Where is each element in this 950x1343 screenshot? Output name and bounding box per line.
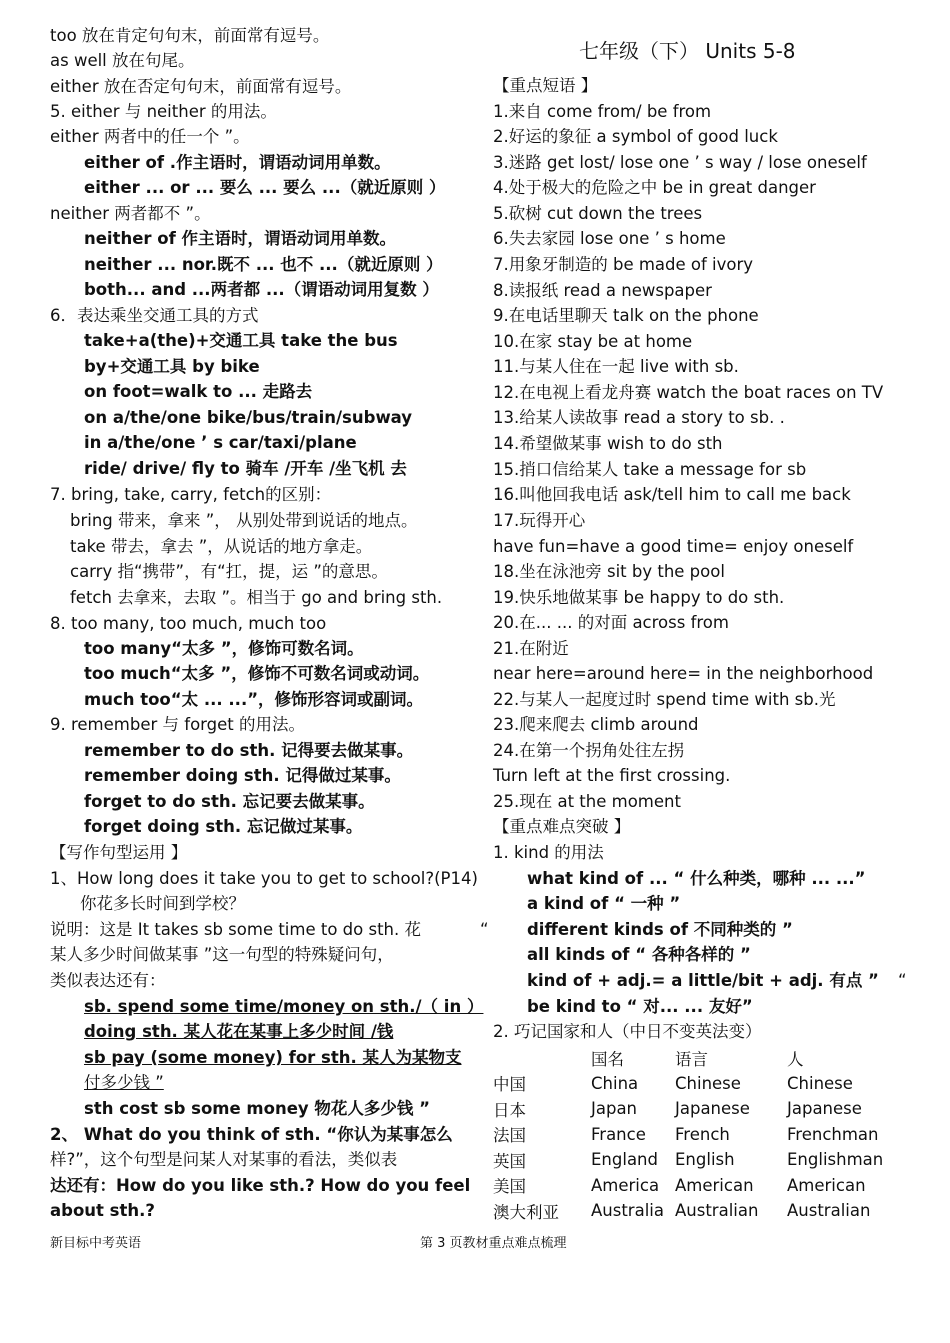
table-cell: 澳大利亚 — [493, 1202, 559, 1222]
text-line: 8. too many, too much, much too — [50, 614, 327, 633]
text-line: have fun=have a good time= enjoy oneself — [493, 537, 854, 556]
table-row — [493, 1147, 897, 1173]
text-line: what kind of ... “ 什么种类，哪种 ... ...” — [527, 869, 866, 888]
text-line: 类似表达还有： — [50, 971, 166, 990]
text-line: all kinds of “ 各种各样的 ” — [527, 945, 751, 964]
text-line: on foot=walk to ... 走路去 — [84, 382, 313, 401]
table-row — [493, 1173, 897, 1199]
text-line: in a/the/one ’ s car/taxi/plane — [84, 433, 357, 452]
table-cell: 英国 — [493, 1151, 526, 1171]
table-cell: Chinese — [675, 1073, 741, 1093]
text-line: neither of 作主语时，谓语动词用单数。 — [84, 229, 397, 248]
text-line: on a/the/one bike/bus/train/subway — [84, 408, 413, 427]
text-line: different kinds of 不同种类的 ” — [527, 920, 793, 939]
table-cell: Australia — [591, 1201, 664, 1221]
table-row — [493, 1198, 897, 1224]
text-line: 样?”，这个句型是问某人对某事的看法，类似表 — [50, 1150, 398, 1169]
text-line: take 带去，拿去 ”，从说话的地方拿走。 — [70, 537, 373, 556]
text-line: too many“太多 ”，修饰可数名词。 — [84, 639, 364, 658]
section-heading: 【重点难点突破 】 — [493, 817, 631, 836]
text-line: 7.用象牙制造的 be made of ivory — [493, 255, 754, 274]
table-cell: Australian — [787, 1201, 871, 1221]
table-row — [493, 1122, 897, 1148]
footer-left: 新目标中考英语 — [50, 1236, 142, 1251]
table-cell: Japanese — [675, 1099, 750, 1119]
text-line: sb. spend some time/money on sth./（ in ） — [84, 997, 484, 1016]
text-line: 6．表达乘坐交通工具的方式 — [50, 306, 259, 325]
table-cell: Japanese — [787, 1099, 862, 1119]
text-line: 14.希望做某事 wish to do sth — [493, 434, 723, 453]
text-line: 5.砍树 cut down the trees — [493, 204, 703, 223]
text-line: remember to do sth. 记得要去做某事。 — [84, 741, 414, 760]
table-header — [493, 1045, 591, 1071]
text-line: 4.处于极大的危险之中 be in great danger — [493, 178, 816, 197]
table-cell: England — [591, 1150, 658, 1170]
country-language-table — [493, 1045, 897, 1224]
table-cell: American — [675, 1175, 754, 1195]
table-cell: American — [787, 1175, 866, 1195]
text-line: 1. kind 的用法 — [493, 843, 604, 862]
table-cell: Englishman — [787, 1150, 884, 1170]
text-line: 17.玩得开心 — [493, 511, 586, 530]
text-line: 达还有：How do you like sth.? How do you feel — [50, 1176, 471, 1195]
text-line: 你花多长时间到学校？ — [80, 894, 245, 913]
text-line: sb pay (some money) for sth. 某人为某物支 — [84, 1048, 462, 1067]
table-row — [493, 1071, 897, 1097]
text-line: remember doing sth. 记得做过某事。 — [84, 766, 401, 785]
text-line: either ... or ... 要么 ... 要么 ...（就近原则 ） — [84, 178, 446, 197]
text-line: both... and ...两者都 ...（谓语动词用复数 ） — [84, 280, 439, 299]
table-header-row — [493, 1045, 897, 1071]
table-row — [493, 1096, 897, 1122]
text-line: too much“太多 ”，修饰不可数名词或动词。 — [84, 664, 430, 683]
table-header: 语言 — [675, 1049, 708, 1069]
text-line: 25.现在 at the moment — [493, 792, 681, 811]
text-line: 说明：这是 It takes sb some time to do sth. 花 — [50, 920, 422, 939]
text-line: kind of + adj.= a little/bit + adj. 有点 ” — [527, 971, 879, 990]
text-line: either of .作主语时，谓语动词用单数。 — [84, 153, 391, 172]
text-line: too 放在肯定句句末，前面常有逗号。 — [50, 26, 330, 45]
text-line: 1、How long does it take you to get to school?(P14) — [50, 869, 478, 888]
text-line: ride/ drive/ fly to 骑车 /开车 /坐飞机 去 — [84, 459, 407, 478]
table-cell: China — [591, 1073, 639, 1093]
text-line: 12.在电视上看龙舟赛 watch the boat races on TV — [493, 383, 884, 402]
text-line: either 两者中的任一个 ”。 — [50, 127, 250, 146]
text-line: 23.爬来爬去 climb around — [493, 715, 699, 734]
table-cell: Chinese — [787, 1073, 853, 1093]
table-cell: America — [591, 1175, 660, 1195]
text-line: neither ... nor.既不 ... 也不 ...（就近原则 ） — [84, 255, 443, 274]
text-line: forget doing sth. 忘记做过某事。 — [84, 817, 363, 836]
footer-center: 第 3 页教材重点难点梳理 — [420, 1236, 567, 1251]
text-line: fetch 去拿来，去取 ”。相当于 go and bring sth. — [70, 588, 443, 607]
text-line: 15.捎口信给某人 take a message for sb — [493, 460, 807, 479]
text-line: 2、 What do you think of sth. “你认为某事怎么 — [50, 1125, 453, 1144]
text-line: 7. bring, take, carry, fetch的区别： — [50, 485, 332, 504]
table-header: 人 — [787, 1049, 804, 1069]
quote-mark: “ — [480, 920, 489, 939]
text-line: 2.好运的象征 a symbol of good luck — [493, 127, 778, 146]
text-line: near here=around here= in the neighborhood — [493, 664, 874, 683]
text-line: 19.快乐地做某事 be happy to do sth. — [493, 588, 785, 607]
table-header: 国名 — [591, 1049, 624, 1069]
table-cell: 法国 — [493, 1126, 526, 1146]
text-line: 9.在电话里聊天 talk on the phone — [493, 306, 759, 325]
text-line: by+交通工具 by bike — [84, 357, 260, 376]
section-heading: 【写作句型运用 】 — [50, 843, 188, 862]
text-line: either 放在否定句句末，前面常有逗号。 — [50, 77, 352, 96]
table-cell: French — [675, 1124, 730, 1144]
text-line: carry 指“携带”，有“扛，提，运 ”的意思。 — [70, 562, 388, 581]
text-line: doing sth. 某人花在某事上多少时间 /钱 — [84, 1022, 394, 1041]
text-line: 20.在... ... 的对面 across from — [493, 613, 729, 632]
table-cell: Frenchman — [787, 1124, 879, 1144]
text-line: 5. either 与 neither 的用法。 — [50, 102, 277, 121]
table-cell: Japan — [591, 1099, 638, 1119]
text-line: 付多少钱 ” — [84, 1073, 164, 1092]
table-cell: 日本 — [493, 1100, 526, 1120]
text-line: 9. remember 与 forget 的用法。 — [50, 715, 305, 734]
page-title: 七年级（下） Units 5-8 — [579, 39, 796, 63]
text-line: Turn left at the first crossing. — [493, 766, 731, 785]
table-cell: France — [591, 1124, 646, 1144]
text-line: about sth.? — [50, 1201, 155, 1220]
text-line: 16.叫他回我电话 ask/tell him to call me back — [493, 485, 851, 504]
text-line: 18.坐在泳池旁 sit by the pool — [493, 562, 725, 581]
text-line: 1.来自 come from/ be from — [493, 102, 712, 121]
text-line: neither 两者都不 ”。 — [50, 204, 211, 223]
text-line: 2. 巧记国家和人（中日不变英法变） — [493, 1022, 762, 1041]
table-cell: 中国 — [493, 1075, 526, 1095]
table-cell: English — [675, 1150, 735, 1170]
table-cell: 美国 — [493, 1177, 526, 1197]
text-line: bring 带来，拿来 ”， 从别处带到说话的地点。 — [70, 511, 418, 530]
text-line: 24.在第一个拐角处往左拐 — [493, 741, 685, 760]
text-line: 21.在附近 — [493, 639, 569, 658]
text-line: 8.读报纸 read a newspaper — [493, 281, 712, 300]
text-line: 11.与某人住在一起 live with sb. — [493, 357, 739, 376]
section-heading: 【重点短语 】 — [493, 76, 598, 95]
text-line: forget to do sth. 忘记要去做某事。 — [84, 792, 375, 811]
text-line: take+a(the)+交通工具 take the bus — [84, 331, 398, 350]
text-line: 3.迷路 get lost/ lose one ’ s way / lose oneself — [493, 153, 867, 172]
text-line: a kind of “ 一种 ” — [527, 894, 681, 913]
text-line: 10.在家 stay be at home — [493, 332, 693, 351]
quote-mark: “ — [898, 971, 907, 990]
text-line: 某人多少时间做某事 ”这一句型的特殊疑问句， — [50, 945, 394, 964]
text-line: be kind to “ 对... ... 友好” — [527, 997, 753, 1016]
text-line: 22.与某人一起度过时 spend time with sb.光 — [493, 690, 836, 709]
text-line: much too“太 ... ...”，修饰形容词或副词。 — [84, 690, 424, 709]
text-line: as well 放在句尾。 — [50, 51, 195, 70]
text-line: 13.给某人读故事 read a story to sb. . — [493, 408, 785, 427]
table-cell: Australian — [675, 1201, 759, 1221]
text-line: 6.失去家园 lose one ’ s home — [493, 229, 726, 248]
text-line: sth cost sb some money 物花人多少钱 ” — [84, 1099, 430, 1118]
